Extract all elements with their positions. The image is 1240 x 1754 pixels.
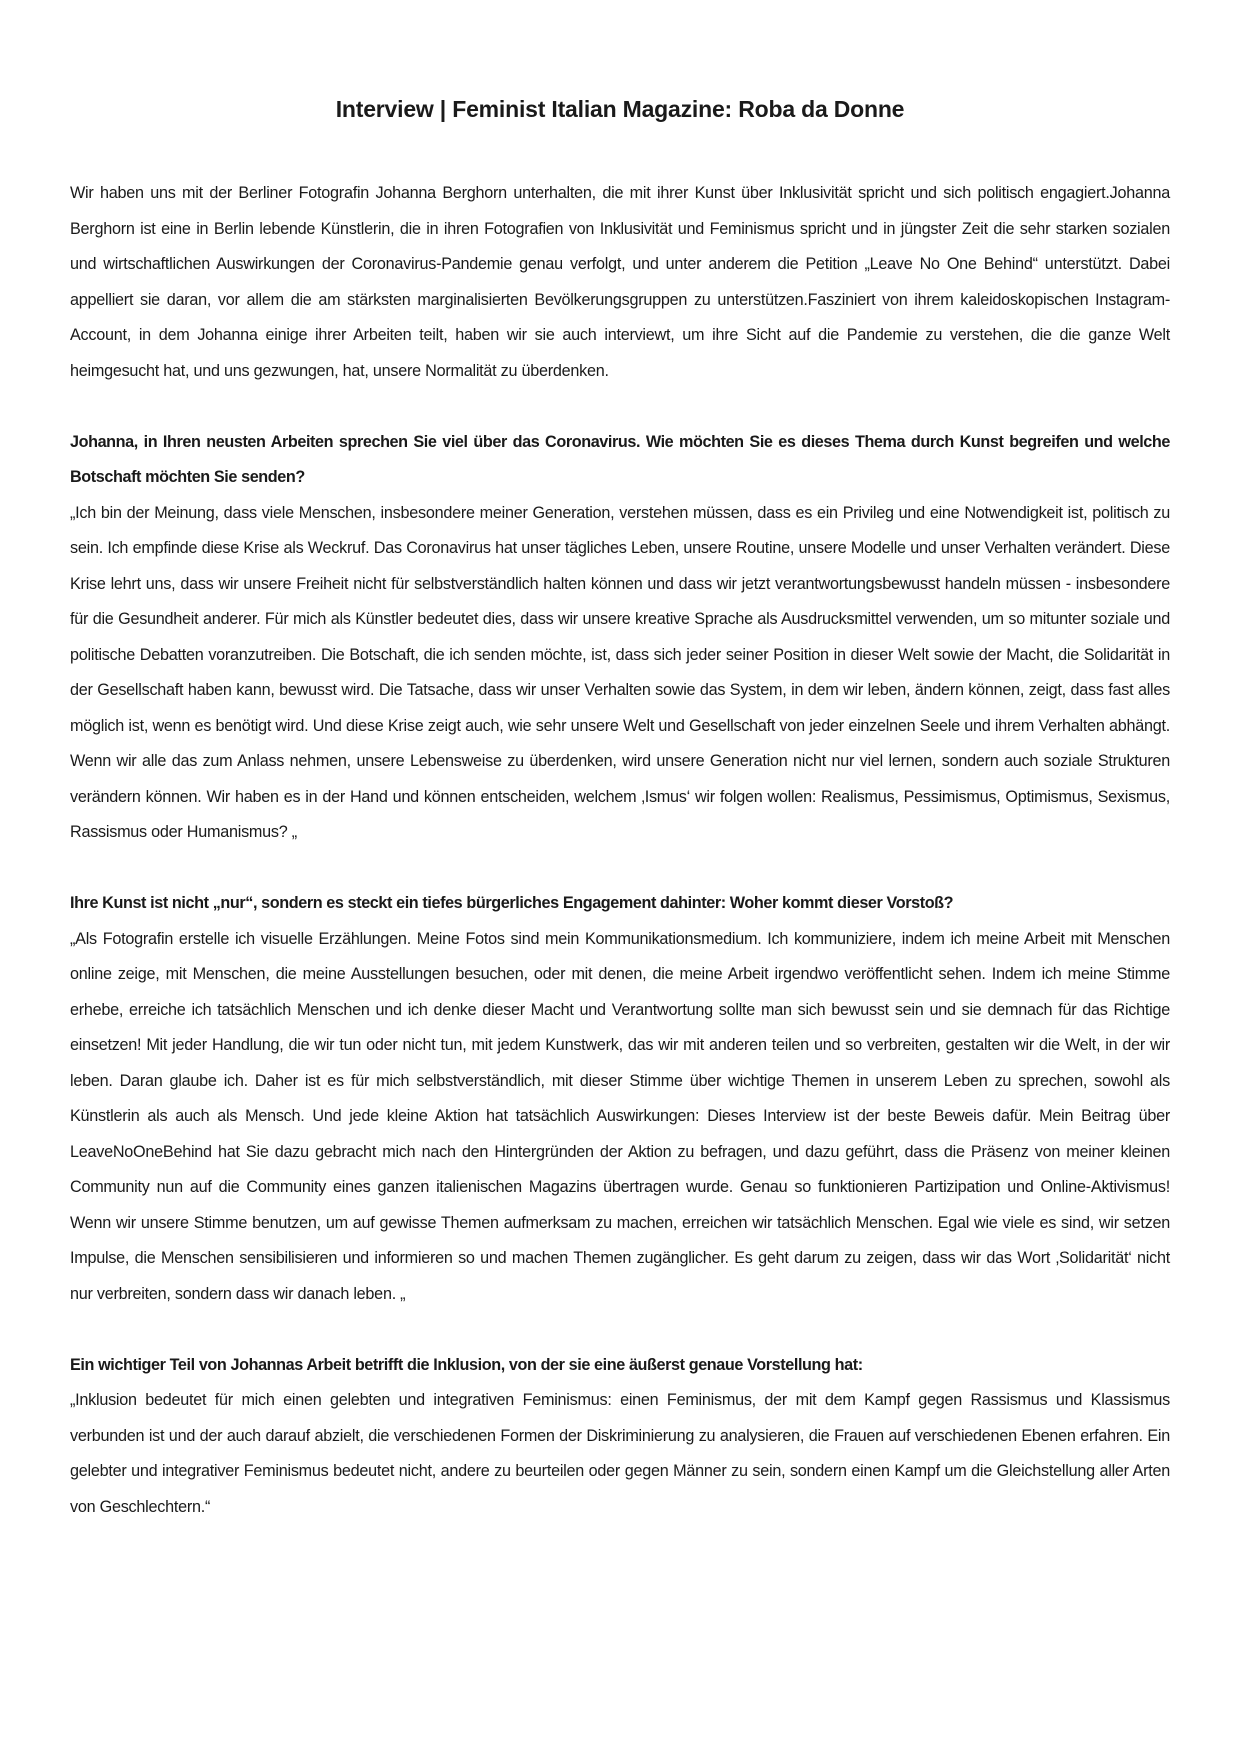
answer-paragraph: „Inklusion bedeutet für mich einen gelebten und integrativen Feminismus: einen Feminismus, der mit dem Kampf gegen Rassismus und Klassismus verbunden ist und der auch darauf abzielt, die verschiedenen Formen der Diskriminierung zu analysieren, die Frauen auf verschiedenen Ebenen erfahren. Ein gelebter und integrativer Feminismus bedeutet nicht, andere zu beurteilen oder gegen Männer zu sein, sondern einen Kampf um die Gleichstellung aller Arten von Geschlechtern.“ <box>70 1391 1170 1516</box>
answer-paragraph: „Ich bin der Meinung, dass viele Menschen, insbesondere meiner Generation, verstehen müssen, dass es ein Privileg und eine Notwendigkeit ist, politisch zu sein. Ich empfinde diese Krise als Weckruf. Das Coronavirus hat unser tägliches Leben, unsere Routine, unsere Modelle und unser Verhalten verändert. Diese Krise lehrt uns, dass wir unsere Freiheit nicht für selbstverständlich halten können und dass wir jetzt verantwortungsbewusst handeln müssen - insbesondere für die Gesundheit anderer. Für mich als Künstler bedeutet dies, dass wir unsere kreative Sprache als Ausdrucksmittel verwenden, um so mitunter soziale und politische Debatten voranzutreiben. Die Botschaft, die ich senden möchte, ist, dass sich jeder seiner Position in dieser Welt sowie der Macht, die Solidarität in der Gesellschaft haben kann, bewusst wird. Die Tatsache, dass wir unser Verhalten sowie das System, in dem wir leben, ändern können, zeigt, dass fast alles möglich ist, wenn es benötigt wird. Und diese Krise zeigt auch, wie sehr unsere Welt und Gesellschaft von jeder einzelnen Seele und ihrem Verhalten abhängt. Wenn wir alle das zum Anlass nehmen, unsere Lebensweise zu überdenken, wird unsere Generation nicht nur viel lernen, sondern auch soziale Strukturen verändern können. Wir haben es in der Hand und können entscheiden, welchem ‚Ismus‘ wir folgen wollen: Realismus, Pessimismus, Optimismus, Sexismus, Rassismus oder Humanismus? „ <box>70 503 1170 841</box>
question-heading: Ein wichtiger Teil von Johannas Arbeit betrifft die Inklusion, von der sie eine äußerst genaue Vorstellung hat: <box>70 1355 863 1374</box>
intro-paragraph: Wir haben uns mit der Berliner Fotografin Johanna Berghorn unterhalten, die mit ihrer Kunst über Inklusivität spricht und sich politisch engagiert.Johanna Berghorn ist eine in Berlin lebende Künstlerin, die in ihren Fotografien von Inklusivität und Feminismus spricht und in jüngster Zeit die sehr starken sozialen und wirtschaftlichen Auswirkungen der Coronavirus-Pandemie genau verfolgt, und unter anderem die Petition „Leave No One Behind“ unterstützt. Dabei appelliert sie daran, vor allem die am stärksten marginalisierten Bevölkerungsgruppen zu unterstützen.Fasziniert von ihrem kaleidoskopischen Instagram-Account, in dem Johanna einige ihrer Arbeiten teilt, haben wir sie auch interviewt, um ihre Sicht auf die Pandemie zu verstehen, die die ganze Welt heimgesucht hat, und uns gezwungen, hat, unsere Normalität zu überdenken. <box>70 184 1170 380</box>
paragraph-spacer <box>70 851 1170 887</box>
question-heading: Johanna, in Ihren neusten Arbeiten sprechen Sie viel über das Coronavirus. Wie möchten Sie es dieses Thema durch Kunst begreifen und welche Botschaft möchten Sie senden? <box>70 432 1170 486</box>
answer-paragraph: „Als Fotografin erstelle ich visuelle Erzählungen. Meine Fotos sind mein Kommunikationsmedium. Ich kommuniziere, indem ich meine Arbeit mit Menschen online zeige, mit Menschen, die meine Ausstellungen besuchen, oder mit denen, die meine Arbeit irgendwo veröffentlicht sehen. Indem ich meine Stimme erhebe, erreiche ich tatsächlich Menschen und ich denke dieser Macht und Verantwortung sollte man sich bewusst sein und sie demnach für das Richtige einsetzen! Mit jeder Handlung, die wir tun oder nicht tun, mit jedem Kunstwerk, das wir mit anderen teilen und so verbreiten, gestalten wir die Welt, in der wir leben. Daran glaube ich. Daher ist es für mich selbstverständlich, mit dieser Stimme über wichtige Themen in unserem Leben zu sprechen, sowohl als Künstlerin als auch als Mensch. Und jede kleine Aktion hat tatsächlich Auswirkungen: Dieses Interview ist der beste Beweis dafür. Mein Beitrag über LeaveNoOneBehind hat Sie dazu gebracht mich nach den Hintergründen der Aktion zu befragen, und dazu geführt, dass die Präsenz von meiner kleinen Community nun auf die Community eines ganzen italienischen Magazins übertragen wurde. Genau so funktionieren Partizipation und Online-Aktivismus! Wenn wir unsere Stimme benutzen, um auf gewisse Themen aufmerksam zu machen, erreichen wir tatsächlich Menschen. Egal wie viele es sind, wir setzen Impulse, die Menschen sensibilisieren und informieren so und machen Themen zugänglicher. Es geht darum zu zeigen, dass wir das Wort ‚Solidarität‘ nicht nur verbreiten, sondern dass wir danach leben. „ <box>70 929 1170 1303</box>
paragraph-spacer <box>70 1312 1170 1348</box>
question-heading: Ihre Kunst ist nicht „nur“, sondern es steckt ein tiefes bürgerliches Engagement dahinter: Woher kommt dieser Vorstoß? <box>70 894 954 912</box>
paragraph-spacer <box>70 389 1170 425</box>
document-title: Interview | Feminist Italian Magazine: Roba da Donne <box>335 96 905 122</box>
